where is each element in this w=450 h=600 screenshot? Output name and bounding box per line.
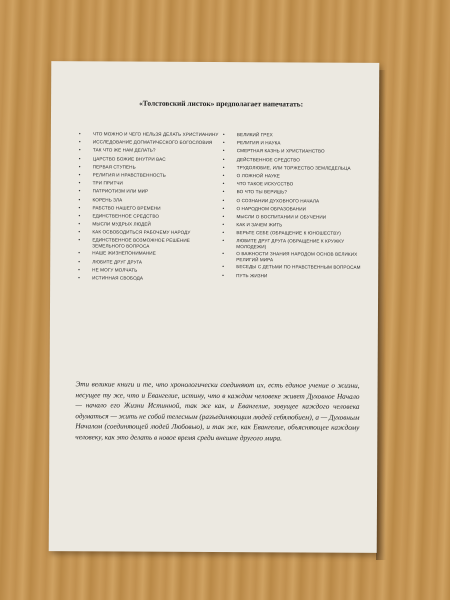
book-title-label: ЕДИНСТВЕННОЕ ВОЗМОЖНОЕ РЕШЕНИЕ ЗЕМЕЛЬНОГО ВОПРОСА [92, 237, 190, 249]
bullet-icon: • [78, 147, 81, 154]
bullet-icon: • [222, 189, 225, 196]
book-title-item [78, 259, 220, 266]
book-title-label: О ВАЖНОСТИ ЗНАНИЯ НАРОДОМ ОСНОВ ВЕЛИКИХ РЕЛИГИЙ МИРА [236, 251, 358, 263]
book-title-item [222, 238, 374, 250]
book-title-label: ЧТО МОЖНО И ЧЕГО НЕЛЬЗЯ ДЕЛАТЬ ХРИСТИАНИНУ [92, 131, 219, 138]
bullet-icon: • [78, 237, 81, 244]
book-title-item [79, 180, 221, 187]
book-title-item [78, 230, 220, 237]
bullet-icon: • [78, 188, 81, 195]
book-title-label: МЫСЛИ МУДРЫХ ЛЮДЕЙ [92, 221, 151, 227]
book-title-item [223, 198, 375, 205]
titles-right-column [222, 132, 375, 282]
book-title-label: ТРИ ПРИТЧИ [92, 180, 123, 186]
bullet-icon: • [222, 205, 225, 212]
book-title-item [78, 251, 220, 258]
book-title-label: ЦАРСТВО БОЖИЕ ВНУТРИ ВАС [92, 155, 166, 162]
book-title-label: МЫСЛИ О ВОСПИТАНИИ И ОБУЧЕНИИ [236, 213, 327, 220]
titles-left-column [78, 131, 221, 284]
book-title-label: ВО ЧТО ТЫ ВЕРИШЬ? [236, 189, 288, 195]
book-title-label: ИСТИННАЯ СВОБОДА [92, 275, 144, 281]
book-title-item [222, 264, 374, 271]
book-title-item [79, 189, 221, 196]
bullet-icon: • [78, 139, 81, 146]
book-title-item [222, 230, 374, 237]
book-title-label: НЕ МОГУ МОЛЧАТЬ [92, 267, 138, 273]
bullet-icon: • [222, 140, 225, 147]
book-title-item [79, 139, 221, 146]
book-title-item [222, 222, 374, 229]
book-title-label: ПАТРИОТИЗМ ИЛИ МИР [92, 188, 149, 194]
book-title-label: РАБСТВО НАШЕГО ВРЕМЕНИ [92, 205, 161, 211]
book-title-item [223, 132, 375, 139]
book-title-item [79, 164, 221, 171]
book-back-cover [49, 61, 380, 553]
bullet-icon: • [78, 172, 81, 179]
book-title-item [79, 172, 221, 179]
book-title-item [78, 238, 220, 250]
book-title-item [222, 273, 374, 280]
bullet-icon: • [78, 221, 81, 228]
book-title-label: ВЕРЬТЕ СЕБЕ (ОБРАЩЕНИЕ К ЮНОШЕСТВУ) [236, 230, 341, 236]
bullet-icon: • [78, 267, 80, 274]
book-title-label: ПУТЬ ЖИЗНИ [236, 272, 268, 278]
bullet-icon: • [222, 251, 225, 258]
book-title-item [78, 275, 220, 282]
book-title-label: ЕДИНСТВЕННОЕ СРЕДСТВО [92, 213, 160, 219]
book-title-label: ЛЮБИТЕ ДРУГ ДРУГА [92, 258, 143, 265]
bullet-icon: • [78, 204, 81, 211]
book-title-item [78, 213, 220, 220]
bullet-icon: • [78, 258, 81, 265]
bullet-icon: • [78, 229, 81, 236]
bullet-icon: • [222, 181, 225, 188]
book-title-item [222, 206, 374, 213]
book-title-label: ПЕРВАЯ СТУПЕНЬ [92, 164, 136, 170]
book-title-label: КАК И ЗАЧЕМ ЖИТЬ [236, 222, 283, 228]
book-title-label: О ЛОЖНОЙ НАУКЕ [236, 173, 280, 179]
book-title-item [79, 131, 221, 138]
book-title-item [223, 165, 375, 172]
bullet-icon: • [222, 238, 225, 245]
book-title-item [223, 189, 375, 196]
book-title-label: О НАРОДНОМ ОБРАЗОВАНИИ [236, 205, 307, 212]
book-title-label: СМЕРТНАЯ КАЗНЬ И ХРИСТИАНСТВО [236, 148, 325, 154]
book-title-item [223, 181, 375, 188]
bullet-icon: • [222, 148, 225, 155]
book-title-item [223, 148, 375, 155]
bullet-icon: • [78, 275, 80, 282]
bullet-icon: • [222, 132, 225, 139]
book-title-item [78, 221, 220, 228]
bullet-icon: • [222, 164, 225, 171]
book-title-label: ТРУДОЛЮБИЕ, ИЛИ ТОРЖЕСТВО ЗЕМЛЕДЕЛЬЦА [236, 164, 351, 171]
book-title-label: ВЕЛИКИЙ ГРЕХ [236, 132, 273, 138]
bullet-icon: • [78, 164, 81, 171]
bullet-icon: • [78, 131, 81, 138]
book-title-label: ИССЛЕДОВАНИЕ ДОГМАТИЧЕСКОГО БОГОСЛОВИЯ [92, 139, 213, 146]
book-title-item [79, 197, 221, 204]
bullet-icon: • [78, 250, 81, 257]
bullet-icon: • [222, 213, 225, 220]
bullet-icon: • [222, 172, 225, 179]
bullet-icon: • [222, 156, 225, 163]
book-title-label: КОРЕНЬ ЗЛА [92, 196, 123, 203]
book-title-item [223, 173, 375, 180]
book-title-label: О СОЗНАНИИ ДУХОВНОГО НАЧАЛА [236, 197, 320, 204]
book-title-label: КАК ОСВОБОДИТЬСЯ РАБОЧЕМУ НАРОДУ [92, 229, 191, 236]
book-title-item [222, 214, 374, 221]
book-title-label: ТАК ЧТО ЖЕ НАМ ДЕЛАТЬ? [92, 147, 156, 154]
bullet-icon: • [222, 264, 224, 271]
book-title-label: БЕСЕДЫ С ДЕТЬМИ ПО НРАВСТВЕННЫМ ВОПРОСАМ [236, 264, 361, 271]
book-title-label: ЛЮБИТЕ ДРУГ ДРУГА (ОБРАЩЕНИЕ К КРУЖКУ МОЛОДЕЖИ) [236, 238, 345, 250]
book-title-label: НАШЕ ЖИЗНЕПОНИМАНИЕ [92, 250, 156, 257]
bullet-icon: • [78, 196, 81, 203]
book-title-item [223, 157, 375, 164]
book-title-item [78, 267, 220, 274]
book-title-label: РЕЛИГИЯ И НАУКА [236, 140, 281, 146]
book-title-item [223, 140, 375, 147]
bullet-icon: • [222, 272, 224, 279]
book-title-item [79, 205, 221, 212]
book-title-item [222, 251, 374, 263]
description-paragraph: Эти великие книги и те, что хронологически соединяют их, есть единое учение о жизни, несущее ту же, что и Евангелие, истину, что в каждом человеке живет Духовное Начало — начало его Жизни Истинной, так же как, и Евангелие, зовущее каждого человека одуматься — жить не собой телесным (разъединяющим людей себялюбием), а — Духовным Началом (соединяющей людей Любовью), и так же, как Евангелие, объясняющее каждому человеку, как это делать в новое время среди внешне другого мира. [75, 380, 360, 443]
book-title-item [79, 148, 221, 155]
book-title-label: ДЕЙСТВЕННОЕ СРЕДСТВО [236, 156, 300, 163]
bullet-icon: • [222, 222, 225, 229]
book-title-label: ЧТО ТАКОЕ ИСКУССТВО [236, 181, 294, 187]
bullet-icon: • [222, 230, 225, 237]
book-title-label: РЕЛИГИЯ И НРАВСТВЕННОСТЬ [92, 172, 166, 178]
announcement-heading: «Толстовский листок» предполагает напечатать: [139, 98, 304, 109]
book-title-item [79, 156, 221, 163]
bullet-icon: • [78, 213, 81, 220]
bullet-icon: • [222, 197, 225, 204]
bullet-icon: • [78, 180, 81, 187]
bullet-icon: • [78, 155, 81, 162]
